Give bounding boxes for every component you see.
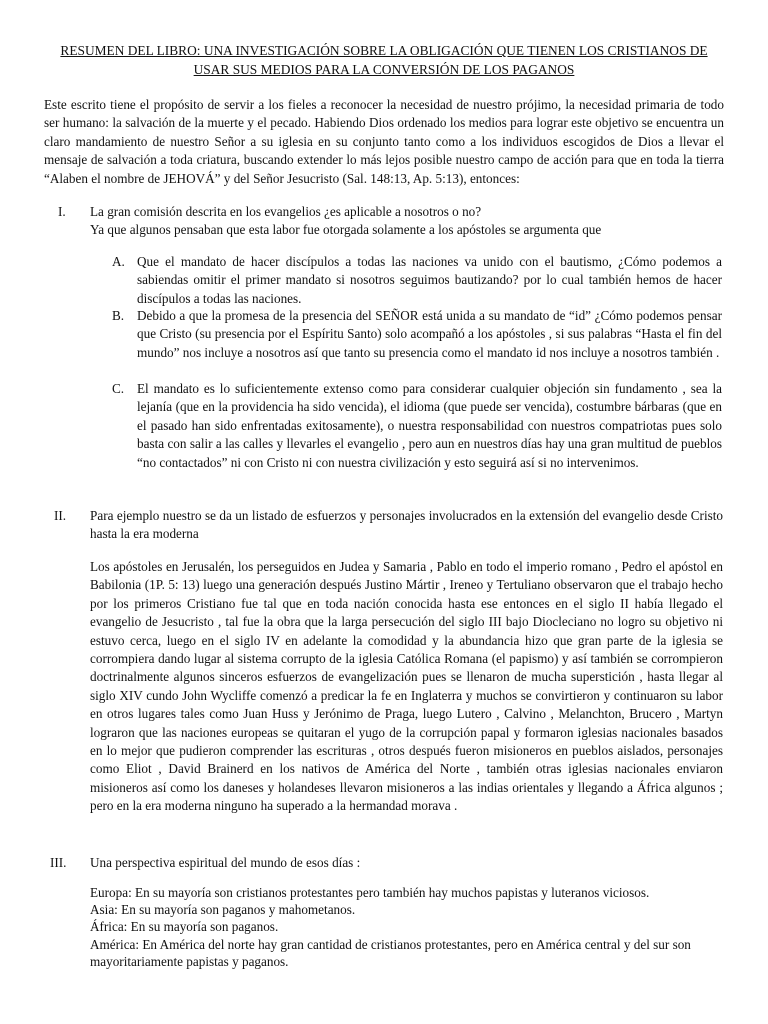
- africa-line: África: En su mayoría son paganos.: [90, 919, 279, 935]
- title-line-1: RESUMEN DEL LIBRO: UNA INVESTIGACIÓN SOBRE LA OBLIGACIÓN QUE TIENEN LOS CRISTIANOS DE: [60, 43, 708, 58]
- section-1-number: I.: [58, 204, 66, 219]
- title-line-2: USAR SUS MEDIOS PARA LA CONVERSIÓN DE LOS PAGANOS: [193, 61, 575, 77]
- section-3-intro: Una perspectiva espiritual del mundo de esos días :: [90, 855, 361, 870]
- asia-line: Asia: En su mayoría son paganos y mahometanos.: [90, 902, 356, 918]
- world-perspective-list: [90, 884, 723, 970]
- europe-line: Europa: En su mayoría son cristianos protestantes pero también hay muchos papistas y luteranos viciosos.: [90, 885, 650, 900]
- section-2-number: II.: [54, 508, 67, 523]
- america-line: América: En América del norte hay gran cantidad de cristianos protestantes, pero en América central y del sur son mayoritariamente papistas y paganos.: [90, 936, 691, 969]
- section-1-line-1: La gran comisión descrita en los evangelios ¿es aplicable a nosotros o no?: [90, 204, 482, 219]
- item-b-label: B.: [112, 308, 125, 323]
- item-b-text: Debido a que la promesa de la presencia del SEÑOR está unida a su mandato de “id” ¿Cómo podemos pensar que Cristo (su presencia por el Espíritu Santo) solo acompañó a los apóstoles , si sus palabras “Hasta el fin del mundo” nos incluye a nosotros así que tanto su presencia como el mandato id nos incluye a nosotros también .: [137, 308, 722, 360]
- item-c-label: C.: [112, 381, 125, 396]
- item-a-label: A.: [112, 254, 125, 269]
- section-1-line-2: Ya que algunos pensaban que esta labor fue otorgada solamente a los apóstoles se argumenta que: [90, 222, 602, 238]
- document-title: [44, 42, 724, 79]
- item-a-text: Que el mandato de hacer discípulos a todas las naciones va unido con el bautismo, ¿Cómo podemos a sabiendas omitir el primer mandato si nosotros seguimos bautizando? por lo cual también hemos de hacer discípulos a todas las naciones.: [137, 254, 722, 306]
- item-c-text: El mandato es lo suficientemente extenso como para considerar cualquier objeción sin fundamento , sea la lejanía (que en la providencia ha sido vencida), el idioma (que puede ser vencida), costumbre bárbaras (que en el pasado han sido enfrentadas exitosamente), o nuestra responsabilidad con nuestros compatriotas pues solo basta con salir a las calles y llevarles el evangelio , pero aun en nuestros días hay una gran multitud de pueblos “no contactados” ni con Cristo ni con nuestra civilización y esto seguirá así si no intervenimos.: [137, 381, 722, 470]
- section-3-number: III.: [50, 855, 67, 870]
- intro-paragraph: Este escrito tiene el propósito de servir a los fieles a reconocer la necesidad de nuestro prójimo, la necesidad primaria de todo ser humano: la salvación de la muerte y el pecado. Habiendo Dios ordenado los medios para lograr este objetivo se encuentra un claro mandamiento de nuestro Señor a su iglesia en su conjunto tanto como a los individuos escogidos de Dios a llevar el mensaje de salvación a toda criatura, buscando extender lo más lejos posible nuestro campo de acción para que en toda la tierra “Alaben el nombre de JEHOVÁ” y del Señor Jesucristo (Sal. 148:13, Ap. 5:13), entonces:: [44, 97, 724, 186]
- section-1-heading: [90, 203, 723, 240]
- section-2-intro: Para ejemplo nuestro se da un listado de esfuerzos y personajes involucrados en la extensión del evangelio desde Cristo hasta la era moderna: [90, 508, 723, 542]
- section-2-body: Los apóstoles en Jerusalén, los perseguidos en Judea y Samaria , Pablo en todo el imperio romano , Pedro el apóstol en Babilonia (1P. 5: 13) luego una generación después Justino Mártir , Ireneo y Tertuliano observaron que el trabajo hecho por los primeros Cristiano fue tal que en toda nación conocida hasta ese entonces en el siglo II había llegado el evangelio de Jesucristo , tal fue la obra que la larga persecución del siglo III bajo Diocleciano no logro su objetivo ni estuvo cerca, luego en el siglo IV en adelante la comodidad y la abundancia hizo que gran parte de la iglesia se corrompiera dando lugar al sistema corrupto de la iglesia Católica Romana (el papismo) y así también se corrompieron doctrinalmente algunos sinceros esfuerzos de evangelización pues se llenaron de mucha superstición , hasta llegar al siglo XIV cundo John Wycliffe comenzó a predicar la fe en Inglaterra y muchos se convirtieron y continuaron su labor en otros lugares tales como Juan Huss y Jerónimo de Praga, luego Lutero , Calvino , Melanchton, Brucero , Martyn lograron que las naciones europeas se quitaran el yugo de la corrupción papal y formaron iglesias nacionales basados en lo mejor que pudieron comprender las escrituras , otros después fueron misioneros en pueblos aislados, personajes como Eliot , David Brainerd en los nativos de América del Norte , también otras iglesias nacionales enviaron misioneros así como los daneses y holandeses llevaron misioneros a las indias orientales y llegando a África algunos ; pero en la era moderna ninguno ha superado a la hermandad morava .: [90, 559, 723, 814]
